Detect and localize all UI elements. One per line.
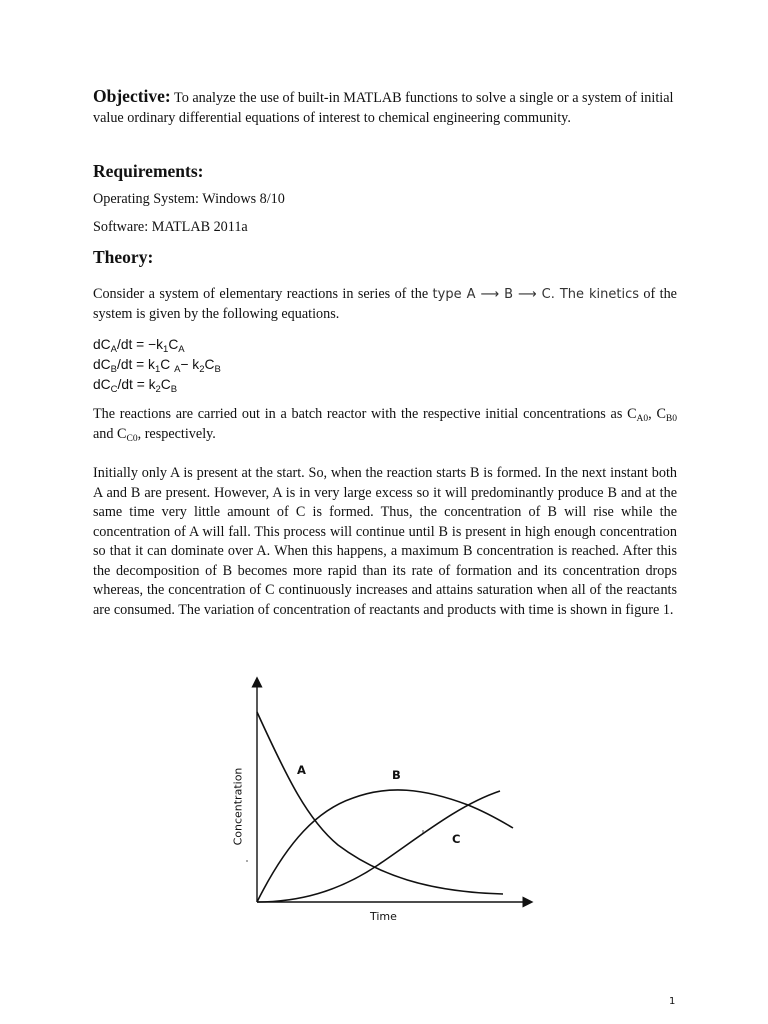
batch-sep2: and C <box>93 425 127 442</box>
curve-b <box>257 790 513 902</box>
eq2-c1: C <box>160 357 175 372</box>
curve-c-label: C <box>452 832 461 846</box>
theory-heading: Theory: <box>93 247 154 267</box>
eq1-rhs: /dt = −k <box>116 337 164 352</box>
eq3-rhs: /dt = k <box>117 377 156 392</box>
equation-1 <box>93 335 677 355</box>
requirements-heading: Requirements: <box>93 161 204 181</box>
concentration-time-figure <box>228 670 538 932</box>
curve-b-label: B <box>392 768 401 782</box>
curve-a <box>257 712 503 894</box>
objective-text-rest: system of initial value ordinary differential equations of interest to chemical engineering community. <box>93 90 674 126</box>
batch-c1: C <box>627 406 637 422</box>
eq1-lhs: dC <box>93 337 111 352</box>
requirements-os: Operating System: Windows 8/10 <box>93 191 285 207</box>
theory-intro <box>93 285 677 324</box>
batch-c1-sub: A0 <box>636 414 649 424</box>
theory-paragraph: Initially only A is present at the start. So, when the reaction starts B is formed. In the next instant both A and B are present. However, A is in very large excess so it will predominantly produce B and at the same time very little amount of C is formed. Thus, the concentration of B will rise while the concentration of A will fall. This process will continue until B is present in high enough concentration so that it can dominate over A. When this happens, a maximum B concentration is reached. After this the decomposition of B becomes more rapid than its rate of formation and its concentration drops whereas, the concentration of C continuously increases and attains saturation when all of the reactants are consumed. The variation of concentration of reactants and products with time is shown in figure 1. <box>93 465 677 618</box>
eq3-k-sub: 2 <box>155 384 161 395</box>
objective-text-line1: To analyze the use of built-in MATLAB functions to solve a single or a <box>170 90 579 106</box>
eq2-k1-sub: 1 <box>154 364 161 375</box>
objective-label: Objective: <box>93 86 171 106</box>
equation-2 <box>93 355 677 375</box>
eq1-lhs-sub: A <box>110 344 117 355</box>
requirements-software: Software: MATLAB 2011a <box>93 219 248 235</box>
y-axis-label: Concentration <box>231 767 245 846</box>
batch-prefix: The reactions are carried out in a batch reactor with the respective initial concentrations as <box>93 406 628 422</box>
eq3-lhs: dC <box>93 377 111 392</box>
curve-a-label: A <box>297 763 306 777</box>
batch-paragraph <box>93 405 677 444</box>
eq3-c: C <box>160 377 171 392</box>
figure-svg <box>228 670 538 932</box>
page-number: 1 <box>669 996 676 1007</box>
eq2-k2-sub: 2 <box>199 364 205 375</box>
eq1-c-sub: A <box>178 344 185 355</box>
eq3-lhs-sub: C <box>110 384 118 395</box>
theory-intro-type: type A ⟶ B ⟶ C. The kinetics <box>432 287 640 302</box>
batch-sep1: , C <box>648 406 666 422</box>
batch-suffix: , respectively. <box>137 425 216 442</box>
eq2-lhs-sub: B <box>110 364 117 375</box>
eq2-c2: C <box>204 357 215 372</box>
eq2-rhs: /dt = k <box>116 357 155 372</box>
curve-c <box>257 791 500 902</box>
x-axis-label: Time <box>370 910 397 923</box>
eq2-lhs: dC <box>93 357 111 372</box>
eq2-c2-sub: B <box>214 364 221 375</box>
eq1-c: C <box>168 337 179 352</box>
eq1-k-sub: 1 <box>163 344 169 355</box>
objective-section <box>93 87 677 128</box>
theory-intro-prefix: Consider a system of elementary reactions in series of the <box>93 286 433 302</box>
batch-c3-sub: C0 <box>126 433 138 444</box>
theory-intro-suffix: of the system is given by the following equations. <box>93 286 677 322</box>
objective-paragraph <box>93 87 677 128</box>
batch-c2-sub: B0 <box>665 414 677 424</box>
eq2-c1-sub: A <box>174 364 181 375</box>
equation-3 <box>93 375 677 395</box>
eq2-minus: − k <box>180 357 200 372</box>
eq3-c-sub: B <box>170 384 178 395</box>
